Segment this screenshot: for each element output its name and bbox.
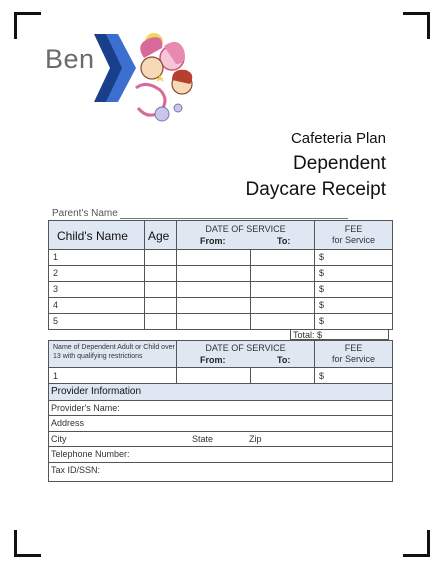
provider-info-heading: Provider Information bbox=[51, 386, 142, 397]
dependent-row-1-number: 1 bbox=[53, 371, 59, 381]
to-header: To: bbox=[277, 236, 291, 246]
provider-city-field[interactable]: City bbox=[51, 434, 67, 444]
provider-telephone-field[interactable]: Telephone Number: bbox=[51, 449, 130, 459]
dependent-for-service-header: for Service bbox=[331, 354, 375, 364]
child-row-1-fee[interactable]: $ bbox=[319, 252, 325, 262]
child-row-1-number: 1 bbox=[53, 252, 59, 262]
provider-state-field[interactable]: State bbox=[192, 434, 214, 444]
dependent-table bbox=[48, 340, 393, 384]
child-row-2-number: 2 bbox=[53, 268, 59, 278]
date-of-service-header: DATE OF SERVICE bbox=[205, 224, 286, 234]
title-daycare-receipt: Daycare Receipt bbox=[245, 179, 386, 200]
logo-cartoon-icon bbox=[44, 28, 204, 128]
child-row-3-fee[interactable]: $ bbox=[319, 284, 325, 294]
provider-tax-id-field[interactable]: Tax ID/SSN: bbox=[51, 465, 101, 475]
dependent-from-header: From: bbox=[200, 355, 226, 365]
child-row-5-number: 5 bbox=[53, 316, 59, 326]
children-table bbox=[48, 220, 393, 330]
total-label: Total: $ bbox=[293, 330, 323, 340]
title-dependent: Dependent bbox=[293, 153, 386, 174]
age-header: Age bbox=[148, 229, 170, 243]
logo-text: Ben bbox=[45, 44, 95, 74]
for-service-header: for Service bbox=[331, 235, 375, 245]
crop-mark-top-right bbox=[403, 12, 430, 39]
parent-name-line bbox=[120, 209, 348, 219]
provider-info-table bbox=[48, 383, 393, 482]
crop-mark-bottom-left bbox=[14, 530, 41, 557]
provider-address-field[interactable]: Address bbox=[51, 418, 85, 428]
provider-zip-field[interactable]: Zip bbox=[249, 434, 262, 444]
dependent-to-header: To: bbox=[277, 355, 291, 365]
child-row-2-fee[interactable]: $ bbox=[319, 268, 325, 278]
dependent-row-1-fee[interactable]: $ bbox=[319, 371, 325, 381]
dependent-note: Name of Dependent Adult or Child over 13 with qualifying restrictions bbox=[53, 344, 175, 360]
child-row-5-fee[interactable]: $ bbox=[319, 316, 325, 326]
fee-header: FEE bbox=[344, 224, 363, 234]
provider-name-field[interactable]: Provider's Name: bbox=[51, 403, 120, 413]
child-name-header: Child's Name bbox=[57, 229, 128, 243]
total-field[interactable] bbox=[290, 329, 389, 340]
from-header: From: bbox=[200, 236, 226, 246]
title-cafeteria-plan: Cafeteria Plan bbox=[290, 130, 386, 147]
dependent-fee-header: FEE bbox=[344, 343, 363, 353]
child-row-4-number: 4 bbox=[53, 300, 59, 310]
parent-name-label: Parent's Name bbox=[52, 208, 118, 219]
child-row-3-number: 3 bbox=[53, 284, 59, 294]
crop-mark-bottom-right bbox=[403, 530, 430, 557]
crop-mark-top-left bbox=[14, 12, 41, 39]
dependent-date-of-service-header: DATE OF SERVICE bbox=[205, 343, 286, 353]
parent-name-field[interactable] bbox=[52, 208, 348, 219]
child-row-4-fee[interactable]: $ bbox=[319, 300, 325, 310]
